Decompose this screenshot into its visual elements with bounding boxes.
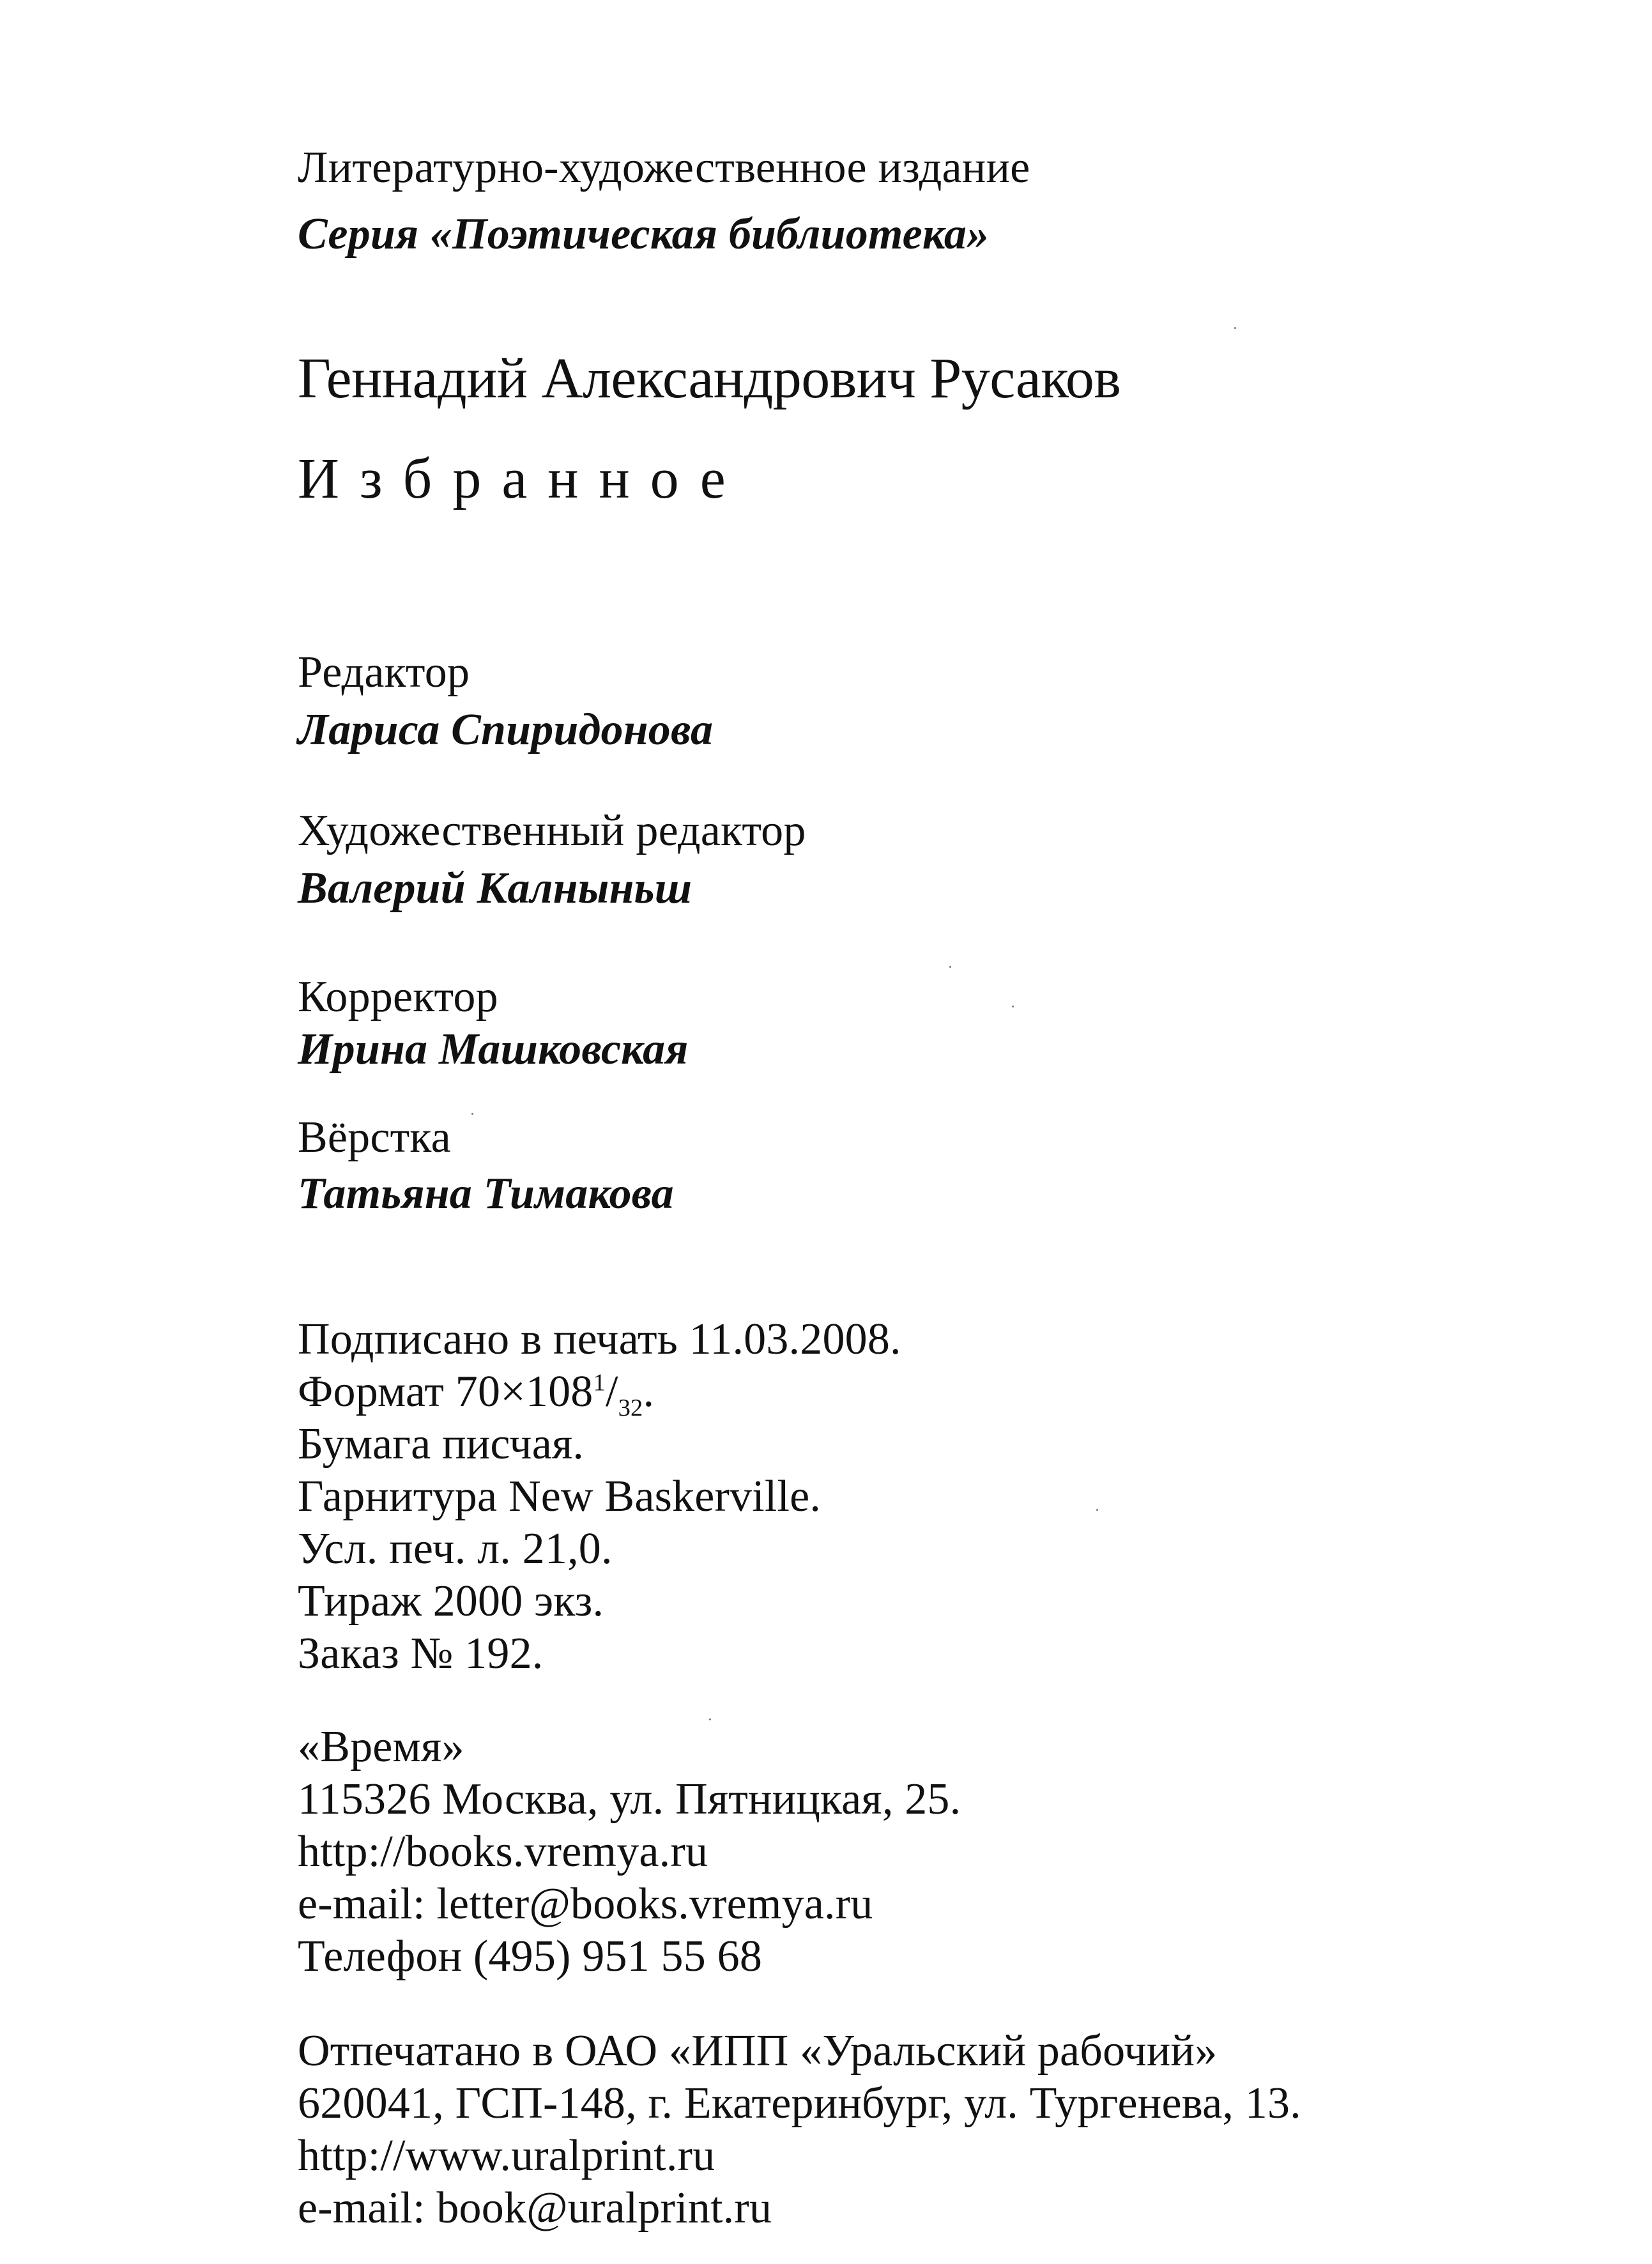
scan-speck	[1234, 327, 1236, 329]
publisher-website: http://books.vremya.ru	[298, 1827, 708, 1876]
scan-speck	[471, 1113, 473, 1115]
printer-email: e-mail: book@uralprint.ru	[298, 2184, 772, 2233]
print-order: Заказ № 192.	[298, 1629, 544, 1678]
scan-speck	[949, 966, 951, 968]
credit-person-art-editor: Валерий Калныньш	[298, 864, 692, 913]
scan-speck	[1012, 1006, 1014, 1007]
book-title: Избранное	[298, 447, 746, 510]
imprint-page	[298, 0, 1575, 2264]
print-paper: Бумага писчая.	[298, 1419, 585, 1469]
publisher-phone: Телефон (495) 951 55 68	[298, 1932, 763, 1981]
publisher-email: e-mail: letter@books.vremya.ru	[298, 1879, 873, 1929]
author-name: Геннадий Александрович Русаков	[298, 347, 1121, 410]
scan-speck	[709, 1718, 711, 1720]
publisher-address: 115326 Москва, ул. Пятницкая, 25.	[298, 1775, 961, 1824]
scan-speck	[1096, 1509, 1098, 1511]
credit-person-editor: Лариса Спиридонова	[298, 705, 714, 754]
printer-website: http://www.uralprint.ru	[298, 2131, 715, 2180]
printer-name: Отпечатано в ОАО «ИПП «Уральский рабочий»	[298, 2026, 1218, 2076]
credit-person-proofreader: Ирина Машковская	[298, 1025, 689, 1074]
print-sheets: Усл. печ. л. 21,0.	[298, 1524, 613, 1573]
printer-address: 620041, ГСП-148, г. Екатеринбург, ул. Тургенева, 13.	[298, 2079, 1301, 2128]
credit-person-layout: Татьяна Тимакова	[298, 1169, 674, 1218]
print-run: Тираж 2000 экз.	[298, 1577, 604, 1626]
credit-role-editor: Редактор	[298, 648, 470, 697]
credit-role-proofreader: Корректор	[298, 972, 498, 1021]
publisher-name: «Время»	[298, 1722, 464, 1771]
print-signed: Подписано в печать 11.03.2008.	[298, 1315, 901, 1364]
edition-type: Литературно-художественное издание	[298, 143, 1030, 192]
print-format: Формат $70\times 108^1/_{32}$.	[298, 1367, 655, 1421]
credit-role-layout: Вёрстка	[298, 1113, 451, 1162]
print-typeface: Гарнитура New Baskerville.	[298, 1472, 822, 1521]
credit-role-art-editor: Художественный редактор	[298, 806, 806, 855]
series-name: Серия «Поэтическая библиотека»	[298, 210, 990, 259]
